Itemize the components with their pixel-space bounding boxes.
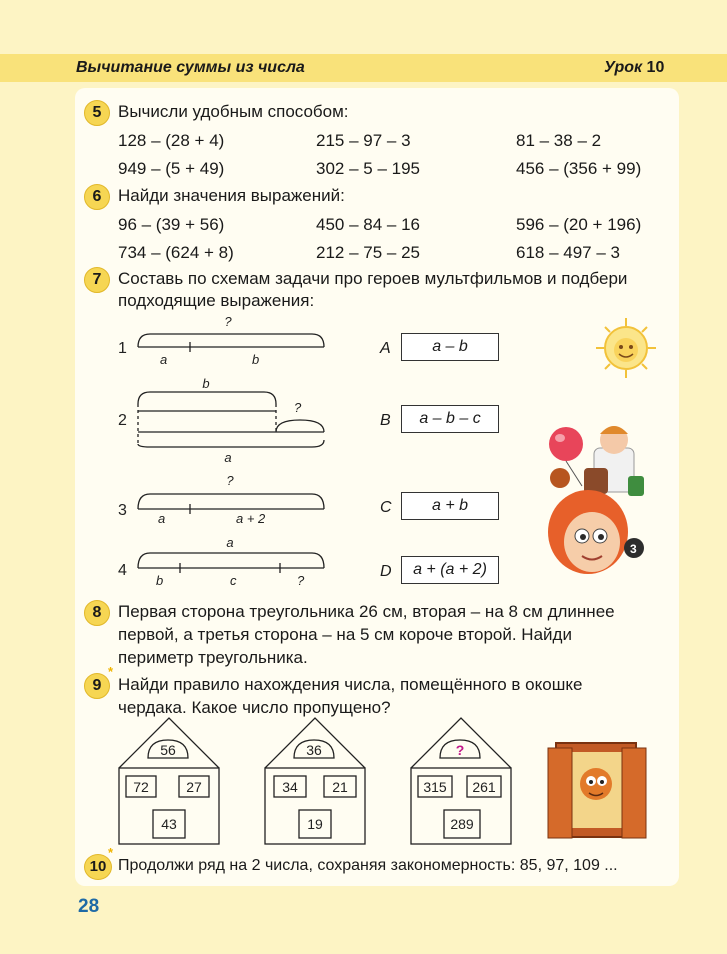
- scheme-number: 2: [118, 412, 127, 429]
- scheme-label: b: [252, 352, 260, 367]
- expression: 456 – (356 + 99): [516, 159, 642, 178]
- scheme-number: 3: [118, 502, 127, 519]
- scheme-label: ?: [297, 573, 305, 588]
- page-number: 28: [78, 896, 100, 917]
- scheme-label: a: [158, 511, 166, 526]
- scheme-label: ?: [294, 400, 302, 415]
- scheme-2-brace-b: [138, 392, 276, 404]
- expression: 212 – 75 – 25: [316, 243, 420, 262]
- expression: 128 – (28 + 4): [118, 131, 225, 150]
- lesson-word: Урок: [604, 59, 643, 76]
- expression: 215 – 97 – 3: [316, 131, 411, 150]
- attic-number: 56: [160, 742, 176, 758]
- difficulty-star-icon: *: [108, 664, 114, 679]
- answer-letter: D: [380, 563, 392, 580]
- scheme-label: a: [226, 535, 234, 550]
- door-number: 19: [307, 816, 323, 832]
- answer-letter: B: [380, 412, 391, 429]
- task-badge: 9: [84, 673, 110, 699]
- task-prompt: подходящие выражения:: [118, 291, 315, 310]
- attic-number: 36: [306, 742, 322, 758]
- scheme-label: a: [224, 450, 232, 465]
- expression: 596 – (20 + 196): [516, 215, 642, 234]
- expression: 618 – 497 – 3: [516, 243, 620, 262]
- expression: 81 – 38 – 2: [516, 131, 602, 150]
- window-number: 34: [282, 779, 298, 795]
- expression: 96 – (39 + 56): [118, 215, 225, 234]
- answer-box: a – b – c: [401, 405, 499, 433]
- scheme-label: ?: [224, 314, 232, 329]
- expression: 450 – 84 – 16: [316, 215, 420, 234]
- lesson-number: 10: [646, 59, 665, 76]
- svg-text:3: 3: [630, 542, 637, 556]
- scheme-label: c: [230, 573, 237, 588]
- attic-question-mark: ?: [455, 742, 465, 758]
- answer-box: a + b: [401, 492, 499, 520]
- task-prompt: Составь по схемам задачи про героев мультфильмов и подбери: [118, 269, 628, 288]
- task-prompt: Вычисли удобным способом:: [118, 102, 349, 121]
- scheme-2-brace-a: [138, 440, 324, 447]
- cartoon-characters-illustration: [548, 426, 644, 574]
- task-badge: 8: [84, 600, 110, 626]
- scheme-4-brace: [138, 553, 324, 568]
- task-badge: 7: [84, 267, 110, 293]
- door-number: 289: [450, 816, 474, 832]
- sun-illustration: [596, 318, 656, 378]
- task-badge: 5: [84, 100, 110, 126]
- task-badge: 6: [84, 184, 110, 210]
- open-window-illustration: [548, 743, 646, 838]
- difficulty-star-icon: *: [108, 845, 114, 860]
- scheme-label: a: [160, 352, 168, 367]
- expression: 302 – 5 – 195: [316, 159, 420, 178]
- task-prompt: Найди значения выражений:: [118, 186, 345, 205]
- scheme-label: a + 2: [236, 511, 266, 526]
- window-number: 261: [472, 779, 496, 795]
- section-title: Вычитание суммы из числа: [76, 59, 305, 76]
- scheme-2-brace-q: [276, 420, 324, 432]
- scheme-1-brace: [138, 334, 324, 347]
- expression: 734 – (624 + 8): [118, 243, 234, 262]
- answer-box: a + (a + 2): [401, 556, 499, 584]
- scheme-number: 4: [118, 562, 127, 579]
- scheme-label: b: [156, 573, 164, 588]
- window-number: 27: [186, 779, 202, 795]
- task-text: первой, а третья сторона – на 5 см короче второй. Найди: [118, 625, 572, 644]
- task-text: Найди правило нахождения числа, помещённого в окошке: [118, 675, 583, 694]
- answer-letter: A: [380, 340, 391, 357]
- answer-letter: C: [380, 499, 392, 516]
- answer-box: a – b: [401, 333, 499, 361]
- window-number: 315: [423, 779, 447, 795]
- scheme-label: ?: [226, 473, 234, 488]
- door-number: 43: [161, 816, 177, 832]
- scheme-number: 1: [118, 340, 127, 357]
- window-number: 72: [133, 779, 149, 795]
- scheme-label: b: [202, 376, 210, 391]
- task-text: Продолжи ряд на 2 числа, сохраняя закономерность: 85, 97, 109 ...: [118, 857, 618, 874]
- scheme-3-brace: [138, 494, 324, 509]
- task-text: чердака. Какое число пропущено?: [118, 698, 391, 717]
- expression: 949 – (5 + 49): [118, 159, 225, 178]
- window-number: 21: [332, 779, 348, 795]
- task-badge: 10: [84, 854, 112, 880]
- task-text: Первая сторона треугольника 26 см, вторая – на 8 см длиннее: [118, 602, 615, 621]
- task-text: периметр треугольника.: [118, 648, 308, 667]
